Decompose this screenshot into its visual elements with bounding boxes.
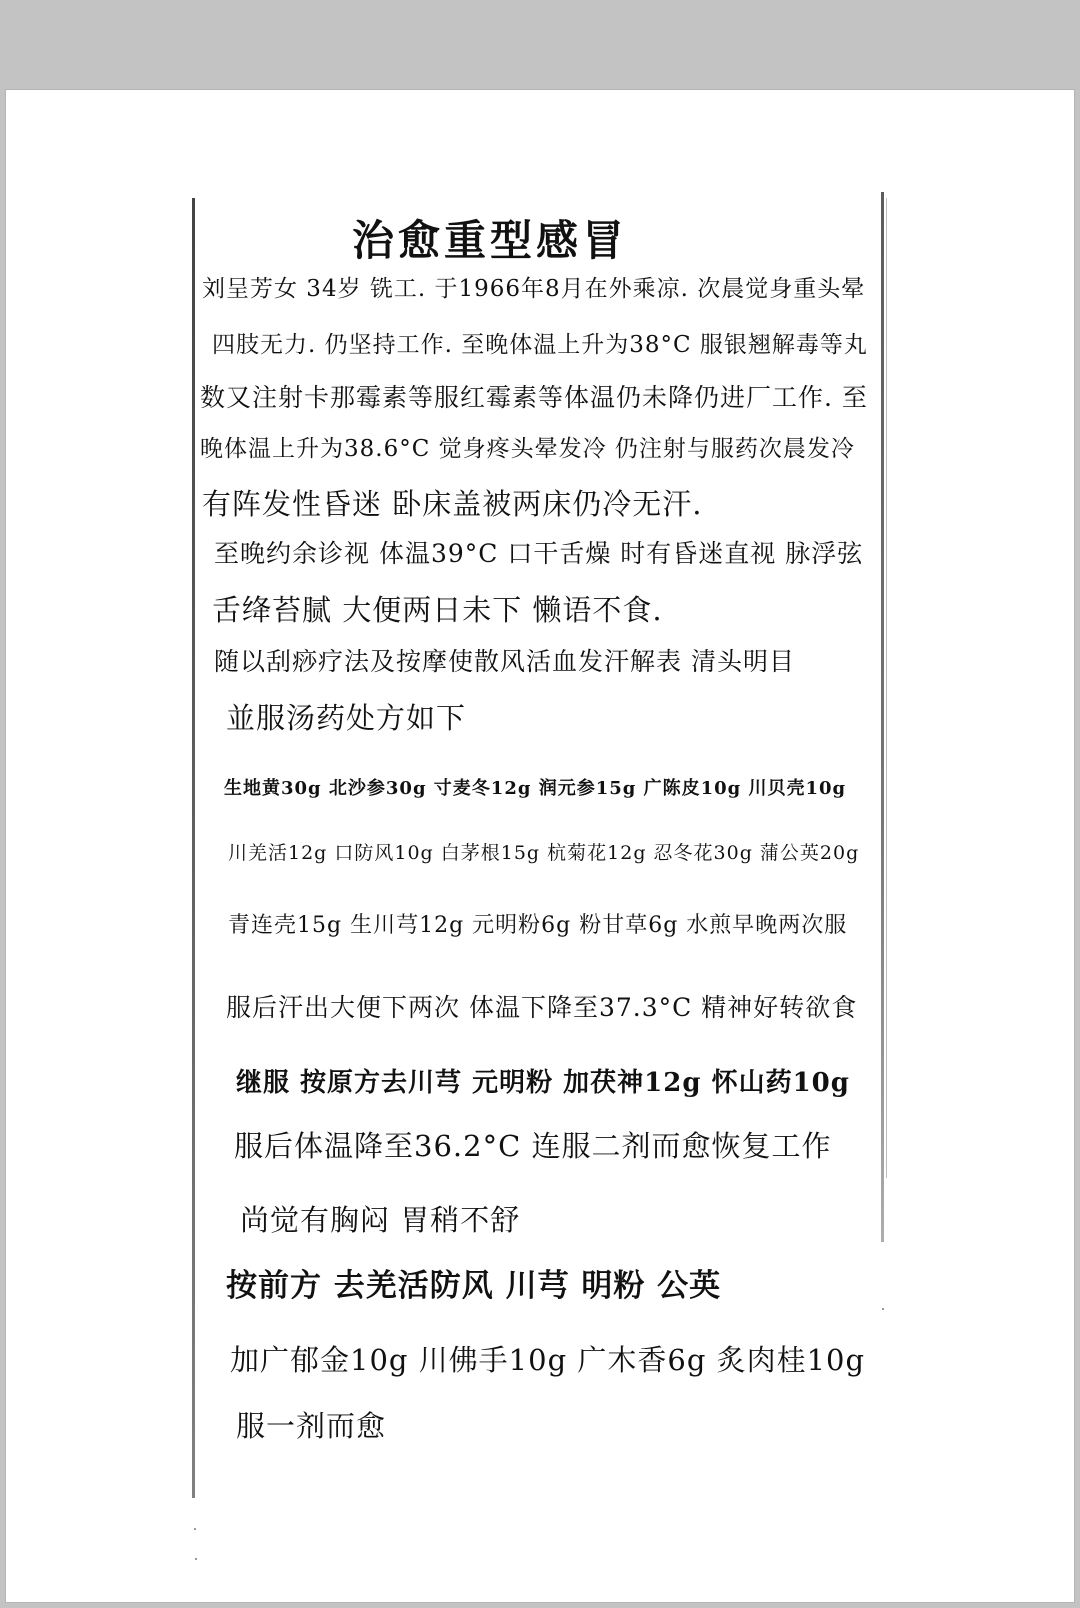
text-line: 至晚约余诊视 体温39°C 口干舌燥 时有昏迷直视 脉浮弦 [214,539,864,568]
prescription-line: 继服 按原方去川芎 元明粉 加茯神12g 怀山药10g [236,1068,850,1098]
text-line: 数又注射卡那霉素等服红霉素等体温仍未降仍进厂工作. 至 [200,383,868,412]
scan-speck [882,1308,884,1310]
text-line: 服后体温降至36.2°C 连服二剂而愈恢复工作 [234,1129,832,1163]
text-line: 服后汗出大便下两次 体温下降至37.3°C 精神好转欲食 [226,993,858,1022]
scan-speck [194,1528,196,1530]
viewer-top-bar [0,0,1080,90]
text-line: 随以刮痧疗法及按摩使散风活血发汗解表 清头明目 [214,647,795,676]
text-line: 刘呈芳女 34岁 铣工. 于1966年8月在外乘凉. 次晨觉身重头晕 [202,276,866,302]
text-line: 尚觉有胸闷 胃稍不舒 [240,1203,521,1237]
left-margin-line [192,198,195,1498]
prescription-line: 加广郁金10g 川佛手10g 广木香6g 炙肉桂10g [230,1343,866,1377]
text-line: 舌绛苔腻 大便两日未下 懒语不食. [212,593,663,627]
scanned-page [6,90,1074,1602]
text-line: 晚体温上升为38.6°C 觉身疼头晕发冷 仍注射与服药次晨发冷 [200,436,855,462]
right-margin-line [881,192,884,1242]
prescription-line: 生地黄30g 北沙参30g 寸麦冬12g 润元参15g 广陈皮10g 川贝壳10g [224,778,847,799]
scan-speck [195,1558,197,1560]
text-line: 並服汤药处方如下 [226,701,467,735]
prescription-line: 青连壳15g 生川芎12g 元明粉6g 粉甘草6g 水煎早晚两次服 [228,913,848,938]
manuscript-sheet [192,198,892,1590]
document-title: 治愈重型感冒 [352,216,629,265]
right-margin-shadow [886,198,887,1178]
prescription-line: 按前方 去羌活防风 川芎 明粉 公英 [226,1268,722,1304]
prescription-line: 川羌活12g 口防风10g 白茅根15g 杭菊花12g 忍冬花30g 蒲公英20g [228,842,860,864]
text-line: 有阵发性昏迷 卧床盖被两床仍冷无汗. [202,487,703,521]
text-line: 服一剂而愈 [236,1409,387,1443]
text-line: 四肢无力. 仍坚持工作. 至晚体温上升为38°C 服银翘解毒等丸 [212,332,868,358]
